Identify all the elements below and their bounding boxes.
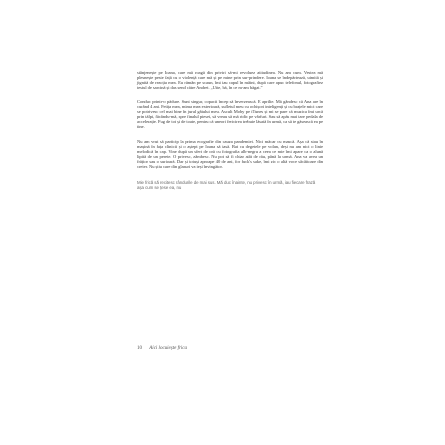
- paragraph-3: Nu am vrut să particip la prima ecografie din cauza pandemiei. Nici măcar cu mască. Așa că stau în mașină în fața clinicii și o aștept pe Ioana să iasă. Bat cu degetele pe volan, deși nu am nici o linie melodică în cap. Vine după un sfert de oră cu fotografia alb-negru a ceea ce mie îmi apare ca o alună lipită de un perete. O privesc, zâmbesc. Nu pot să fi chiar atât de rău, până la urmă. Ana va avea un frățior sau o surioară. Dar și totuși aproape 40 de ani, for fuck's sake, îmi zic o altă voce sâcâitoare din creier. Nu știu care din glasuri va ieși învingător.: [137, 138, 323, 170]
- text-column: [137, 70, 323, 197]
- paragraph-2: Conduc printr-o pădure. Sunt singur, copacii încep să înverzească. E aprilie. Mă gândesc că Ana are în curând 4 ani. Fetița mea, mima mea exterioară, sufletul meu cu ochișori inteligenți și cu brațele mici care se potrivesc cel mai bine în jurul gâtului meu. Ascult Moby pe iTunes și mi se pare că muzica îmi urcă prin tălpi, făcându-mă, spre finalul piesei, să vreau să mă ridic pe vârfuri. Sau să apăs mai tare pedala de accelerație. Fug de tot și de toate, pentru că uneori fericirea trebuie lăsată în urmă, ca să te găsească ea pe tine.: [137, 98, 323, 130]
- page-footer: [137, 346, 187, 352]
- paragraph-4: Mie frică să recitesc rândurile de mai sus. Mă duc înainte, nu privesc în urmă, iau fiecare frază așa cum se țese ea, nu: [137, 179, 316, 190]
- running-title: Aici locuiește frica: [149, 346, 188, 351]
- paragraph-1: stânjenește pe Ioana, care mă roagă din priviri să-mi revoluez atitudinea. Nu am cum. Vestea mă plesnește peste față cu o violență care mă și pe mine prin sur-prindere. Ioana se îndepărtează, uimită și jignită de reacția mea. Eu rămân pe scaun, îmi iau capul în mâini, după care apuc telefonul, fotografiez testul de sarcină și das send către Andrei. „Uite, bă, în ce m-am băgat.”: [137, 70, 323, 91]
- page-number: 10: [137, 346, 142, 351]
